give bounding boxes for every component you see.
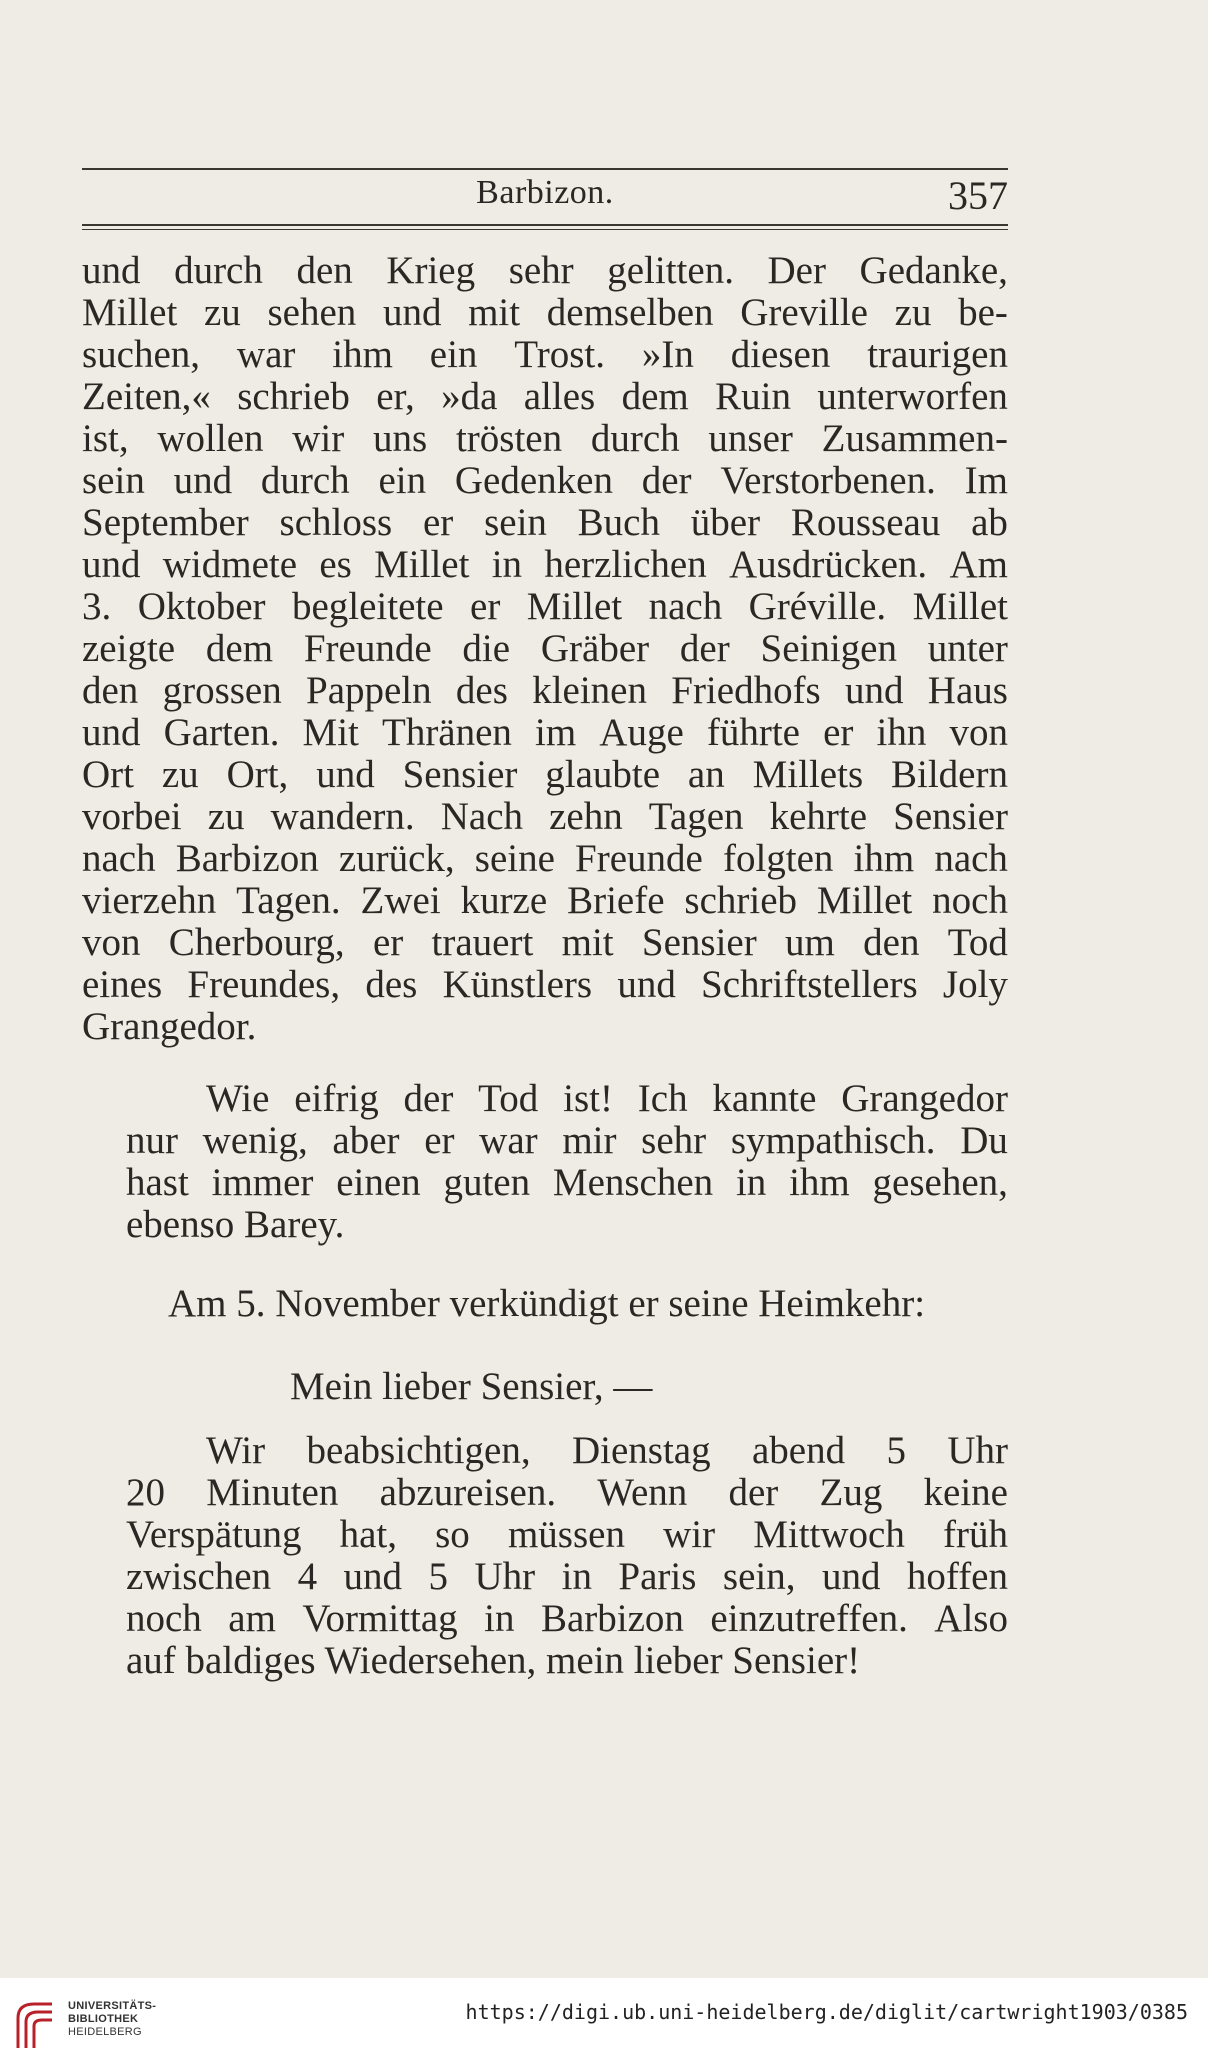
library-logo-icon xyxy=(12,1998,60,2050)
paragraph-2 xyxy=(168,1283,1008,1325)
text-line: sein und durch ein Gedenken der Verstorbenen. Im xyxy=(82,459,1008,502)
text-line: auf baldiges Wiedersehen, mein lieber Sensier! xyxy=(126,1639,861,1682)
text-line: ist, wollen wir uns trösten durch unser Zusammen- xyxy=(82,417,1008,460)
text-line: ebenso Barey. xyxy=(126,1203,345,1246)
logo-line: HEIDELBERG xyxy=(68,2026,142,2038)
text-line: vorbei zu wandern. Nach zehn Tagen kehrte Sensier xyxy=(82,795,1008,838)
text-line: hast immer einen guten Menschen in ihm gesehen, xyxy=(126,1161,1008,1204)
text-line: nach Barbizon zurück, seine Freunde folgten ihm nach xyxy=(82,837,1008,880)
text-line: Mein lieber Sensier, — xyxy=(290,1365,653,1408)
text-line: 20 Minuten abzureisen. Wenn der Zug keine xyxy=(126,1471,1008,1514)
text-line: zeigte dem Freunde die Gräber der Seinigen unter xyxy=(82,627,1008,670)
text-line: 3. Oktober begleitete er Millet nach Gréville. Millet xyxy=(82,585,1008,628)
text-line: Am 5. November verkündigt er seine Heimkehr: xyxy=(168,1282,926,1325)
letter-salutation xyxy=(290,1366,1008,1408)
text-line: nur wenig, aber er war mir sehr sympathisch. Du xyxy=(126,1119,1008,1162)
text-line: und widmete es Millet in herzlichen Ausdrücken. Am xyxy=(82,543,1008,586)
paragraph-1 xyxy=(82,250,1008,1048)
text-line: Grangedor. xyxy=(82,1005,257,1048)
text-line: September schloss er sein Buch über Rousseau ab xyxy=(82,501,1008,544)
text-line: eines Freundes, des Künstlers und Schriftstellers Joly xyxy=(82,963,1008,1006)
text-line: Verspätung hat, so müssen wir Mittwoch früh xyxy=(126,1513,1008,1556)
logo-line: BIBLIOTHEK xyxy=(68,2013,139,2025)
text-line: und durch den Krieg sehr gelitten. Der Gedanke, xyxy=(82,249,1008,292)
text-line: den grossen Pappeln des kleinen Friedhofs und Haus xyxy=(82,669,1008,712)
text-line: von Cherbourg, er trauert mit Sensier um den Tod xyxy=(82,921,1008,964)
header-bottom-rule xyxy=(82,224,1008,226)
page-number: 357 xyxy=(948,173,1008,218)
text-line: Ort zu Ort, und Sensier glaubte an Millets Bildern xyxy=(82,753,1008,796)
text-line: vierzehn Tagen. Zwei kurze Briefe schrieb Millet noch xyxy=(82,879,1008,922)
library-logo-text xyxy=(68,2000,156,2039)
text-line: noch am Vormittag in Barbizon einzutreffen. Also xyxy=(126,1597,1008,1640)
text-line: und Garten. Mit Thränen im Auge führte er ihn von xyxy=(82,711,1008,754)
text-line: zwischen 4 und 5 Uhr in Paris sein, und hoffen xyxy=(126,1555,1008,1598)
text-line: Wie eifrig der Tod ist! Ich kannte Grangedor xyxy=(206,1077,1008,1120)
quoted-letter-2 xyxy=(126,1430,1008,1682)
quoted-letter-1 xyxy=(126,1078,1008,1246)
permalink-url[interactable]: https://digi.ub.uni-heidelberg.de/diglit/cartwright1903/0385 xyxy=(465,2000,1188,2024)
running-title: Barbizon. xyxy=(476,174,614,211)
text-line: Wir beabsichtigen, Dienstag abend 5 Uhr xyxy=(206,1429,1008,1472)
viewer-footer xyxy=(0,1978,1208,2066)
text-line: Zeiten,« schrieb er, »da alles dem Ruin unterworfen xyxy=(82,375,1008,418)
running-header xyxy=(82,172,1008,222)
text-line: suchen, war ihm ein Trost. »In diesen traurigen xyxy=(82,333,1008,376)
logo-line: UNIVERSITÄTS- xyxy=(68,2000,157,2012)
header-bottom-rule-thin xyxy=(82,229,1008,230)
text-line: Millet zu sehen und mit demselben Greville zu be- xyxy=(82,291,1008,334)
header-top-rule xyxy=(82,168,1008,170)
